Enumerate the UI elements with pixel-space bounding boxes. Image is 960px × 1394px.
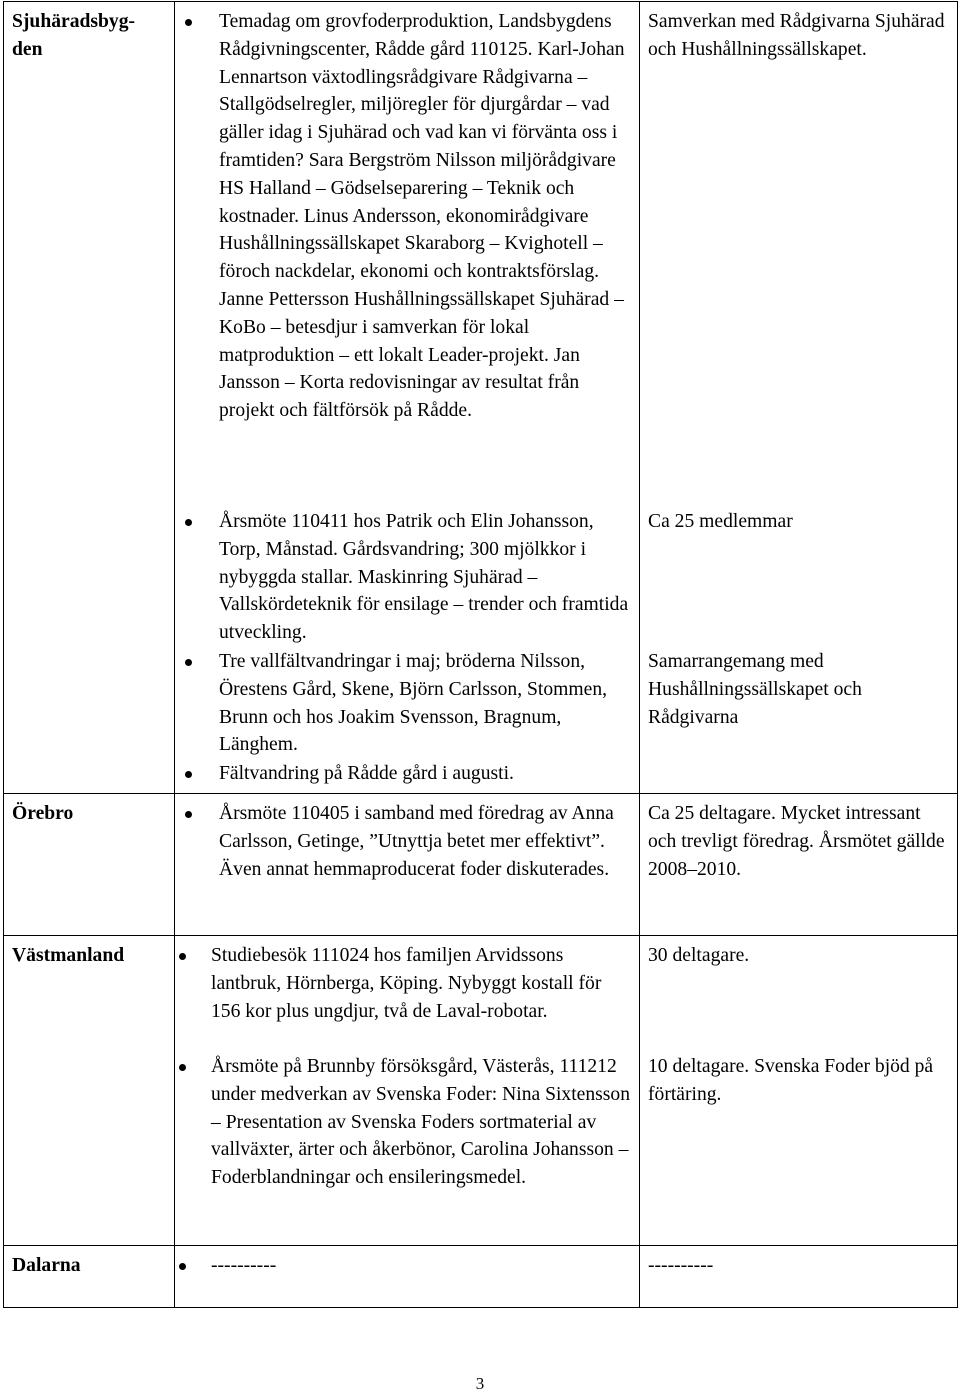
- event-text: Fältvandring på Rådde gård i augusti.: [219, 763, 514, 784]
- bullet-icon: [185, 811, 192, 818]
- comment-text: 10 deltagare. Svenska Foder bjöd på förtäring.: [648, 1056, 934, 1105]
- event-text: Årsmöte 110405 i samband med föredrag av Anna Carlsson, Getinge, ”Utnyttja betet mer effektivt”. Även annat hemmaproducerat foder diskuterades.: [219, 803, 614, 880]
- list-item: [183, 800, 631, 883]
- event-list: [183, 8, 631, 788]
- bullet-icon: [179, 1263, 186, 1270]
- list-item: [183, 1053, 631, 1192]
- events-cell: [175, 1246, 640, 1308]
- bullet-icon: [179, 953, 186, 960]
- comment-text: 30 deltagare.: [648, 945, 750, 966]
- event-text: Årsmöte på Brunnby försöksgård, Västerås, 111212 under medverkan av Svenska Foder: Nina Sixtensson – Presentation av Svenska Foders sortmaterial av vallväxter, ärter och åkerbönor, Carolina Johansson – Foderblandningar och ensileringsmedel.: [211, 1056, 631, 1189]
- bullet-icon: [185, 519, 192, 526]
- bullet-icon: [185, 659, 192, 666]
- table-row-orebro: [4, 794, 958, 936]
- region-name: Örebro: [12, 803, 74, 824]
- region-cell: [4, 794, 175, 936]
- events-cell: [175, 936, 640, 1246]
- bullet-icon: [185, 19, 192, 26]
- event-list: [183, 800, 631, 883]
- table-row-sjuharadsbygden: [4, 2, 958, 794]
- comment-text: ----------: [648, 1255, 714, 1276]
- list-item: [183, 8, 631, 508]
- region-name: Dalarna: [12, 1255, 81, 1276]
- comment-text: Ca 25 deltagare. Mycket intressant och trevligt föredrag. Årsmötet gällde 2008–2010.: [648, 803, 945, 880]
- events-cell: [175, 2, 640, 794]
- bullet-icon: [179, 1064, 186, 1071]
- region-cell: [4, 1246, 175, 1308]
- table-row-dalarna: [4, 1246, 958, 1308]
- list-item: [183, 508, 631, 648]
- region-name: Västmanland: [12, 945, 125, 966]
- list-item: [183, 1252, 631, 1280]
- region-cell: [4, 2, 175, 794]
- list-item: [183, 942, 631, 1053]
- table-row-vastmanland: [4, 936, 958, 1246]
- event-list: [183, 1252, 631, 1280]
- comments-cell: [640, 936, 958, 1246]
- comment-text: Ca 25 medlemmar: [648, 511, 793, 532]
- activity-table: [3, 1, 958, 1308]
- event-text: Tre vallfältvandringar i maj; bröderna Nilsson, Örestens Gård, Skene, Björn Carlsson, Stommen, Brunn och hos Joakim Svensson, Bragnum, Länghem.: [219, 651, 608, 756]
- comments-cell: [640, 2, 958, 794]
- region-name: Sjuhäradsbyg- den: [12, 11, 136, 60]
- event-text: Temadag om grovfoderproduktion, Landsbygdens Rådgivningscenter, Rådde gård 110125. Karl-Johan Lennartson växtodlingsrådgivare Rådgivarna – Stallgödselregler, miljöregler för djurgårdar – vad gäller idag i Sjuhärad och vad kan vi förvänta oss i framtiden? Sara Bergström Nilsson miljörådgivare HS Halland – Gödselseparering – Teknik och kostnader. Linus Andersson, ekonomirådgivare Hushållningssällskapet Skaraborg – Kvighotell – föroch nackdelar, ekonomi och kontraktsförslag. Janne Pettersson Hushållningssällskapet Sjuhärad – KoBo – betesdjur i samverkan för lokal matproduktion – ett lokalt Leader-projekt. Jan Jansson – Korta redovisningar av resultat från projekt och fältförsök på Rådde.: [219, 11, 625, 422]
- list-item: [183, 760, 631, 788]
- list-item: [183, 648, 631, 760]
- events-cell: [175, 794, 640, 936]
- page-number: 3: [475, 1374, 485, 1393]
- event-list: [183, 942, 631, 1192]
- comment-text: Samarrangemang med Hushållningssällskapet och Rådgivarna: [648, 651, 862, 728]
- region-cell: [4, 936, 175, 1246]
- event-text: Studiebesök 111024 hos familjen Arvidssons lantbruk, Hörnberga, Köping. Nybyggt kostall för 156 kor plus ungdjur, två de Laval-robotar.: [211, 945, 602, 1022]
- event-text: ----------: [211, 1255, 277, 1276]
- bullet-icon: [185, 771, 192, 778]
- event-text: Årsmöte 110411 hos Patrik och Elin Johansson, Torp, Månstad. Gårdsvandring; 300 mjölkkor i nybyggda stallar. Maskinring Sjuhärad – Vallskördeteknik för ensilage – trender och framtida utveckling.: [219, 511, 629, 644]
- comment-text: Samverkan med Rådgivarna Sjuhärad och Hushållningssällskapet.: [648, 11, 945, 60]
- comments-cell: [640, 1246, 958, 1308]
- comments-cell: [640, 794, 958, 936]
